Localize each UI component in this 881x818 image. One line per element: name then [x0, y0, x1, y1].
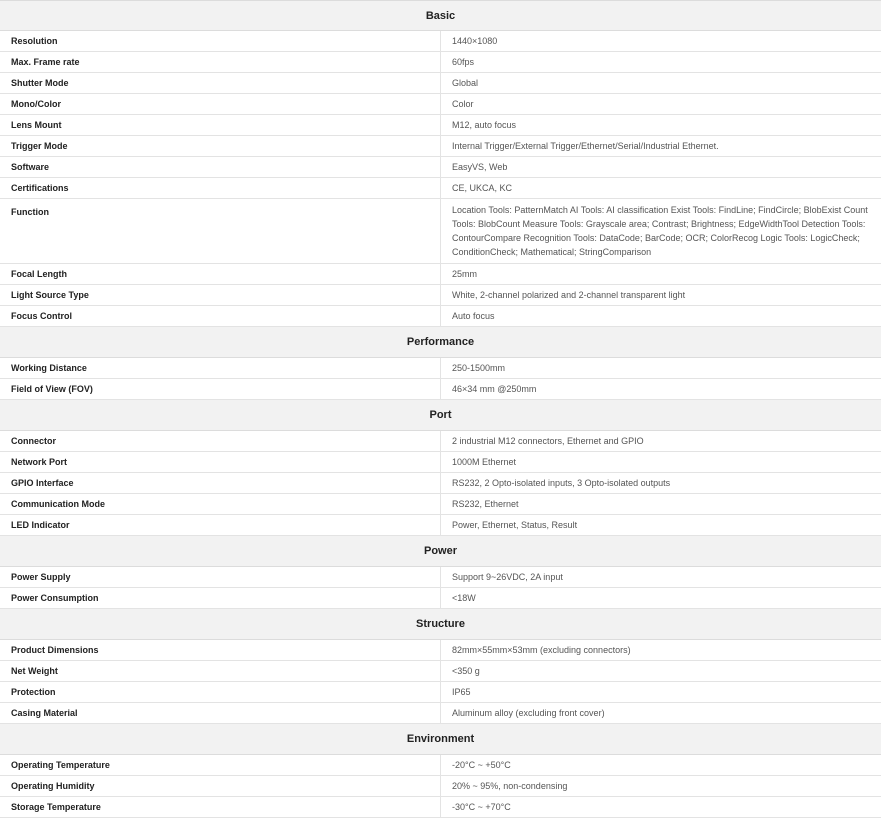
- spec-label: GPIO Interface: [0, 473, 441, 494]
- spec-label: Operating Humidity: [0, 776, 441, 797]
- spec-value: RS232, Ethernet: [441, 494, 881, 515]
- spec-row: [0, 682, 881, 703]
- spec-label: Software: [0, 157, 441, 178]
- spec-row: [0, 431, 881, 452]
- spec-row: [0, 115, 881, 136]
- section-header: [0, 327, 881, 358]
- spec-row: [0, 473, 881, 494]
- spec-label: Working Distance: [0, 358, 441, 379]
- spec-value: Power, Ethernet, Status, Result: [441, 515, 881, 536]
- spec-row: [0, 703, 881, 724]
- spec-row: [0, 452, 881, 473]
- spec-label: Mono/Color: [0, 94, 441, 115]
- spec-value: Support 9~26VDC, 2A input: [441, 567, 881, 588]
- spec-row: [0, 379, 881, 400]
- spec-row: [0, 94, 881, 115]
- section-header: [0, 536, 881, 567]
- spec-value: IP65: [441, 682, 881, 703]
- spec-label: Light Source Type: [0, 285, 441, 306]
- spec-value: Global: [441, 73, 881, 94]
- spec-value: 60fps: [441, 52, 881, 73]
- spec-value: Location Tools: PatternMatch AI Tools: AI classification Exist Tools: FindLine; FindCircle; BlobExist Count Tools: BlobCount Measure Tools: Grayscale area; Contrast; Brightness; EdgeWidthTool Detection Tools: ContourCompare Recognition Tools: DataCode; BarCode; OCR; ColorRecog Logic Tools: LogicCheck; ConditionCheck; Mathematical; StringComparison: [441, 199, 881, 264]
- spec-row: [0, 199, 881, 264]
- spec-label: Network Port: [0, 452, 441, 473]
- spec-label: LED Indicator: [0, 515, 441, 536]
- spec-value: M12, auto focus: [441, 115, 881, 136]
- spec-row: [0, 661, 881, 682]
- spec-value: EasyVS, Web: [441, 157, 881, 178]
- spec-row: [0, 567, 881, 588]
- spec-value: 250-1500mm: [441, 358, 881, 379]
- spec-value: -30°C ~ +70°C: [441, 797, 881, 818]
- spec-row: [0, 136, 881, 157]
- spec-value: CE, UKCA, KC: [441, 178, 881, 199]
- spec-value: White, 2-channel polarized and 2-channel transparent light: [441, 285, 881, 306]
- section-title: Performance: [0, 327, 881, 358]
- section-header: [0, 1, 881, 31]
- spec-row: [0, 588, 881, 609]
- section-header: [0, 400, 881, 431]
- spec-label: Communication Mode: [0, 494, 441, 515]
- spec-label: Field of View (FOV): [0, 379, 441, 400]
- spec-row: [0, 755, 881, 776]
- spec-row: [0, 640, 881, 661]
- spec-label: Focus Control: [0, 306, 441, 327]
- spec-value: -20°C ~ +50°C: [441, 755, 881, 776]
- section-title: Power: [0, 536, 881, 567]
- spec-value: 82mm×55mm×53mm (excluding connectors): [441, 640, 881, 661]
- spec-label: Protection: [0, 682, 441, 703]
- spec-label: Max. Frame rate: [0, 52, 441, 73]
- spec-label: Product Dimensions: [0, 640, 441, 661]
- spec-row: [0, 797, 881, 818]
- spec-label: Shutter Mode: [0, 73, 441, 94]
- spec-label: Lens Mount: [0, 115, 441, 136]
- spec-label: Function: [0, 199, 441, 264]
- spec-label: Certifications: [0, 178, 441, 199]
- section-title: Environment: [0, 724, 881, 755]
- spec-row: [0, 776, 881, 797]
- section-title: Structure: [0, 609, 881, 640]
- spec-value: <350 g: [441, 661, 881, 682]
- section-header: [0, 724, 881, 755]
- spec-row: [0, 178, 881, 199]
- spec-row: [0, 157, 881, 178]
- spec-value: Color: [441, 94, 881, 115]
- spec-label: Focal Length: [0, 264, 441, 285]
- spec-row: [0, 515, 881, 536]
- spec-value: 1000M Ethernet: [441, 452, 881, 473]
- spec-value: <18W: [441, 588, 881, 609]
- spec-label: Power Consumption: [0, 588, 441, 609]
- section-title: Basic: [0, 1, 881, 31]
- spec-value: Auto focus: [441, 306, 881, 327]
- spec-value: RS232, 2 Opto-isolated inputs, 3 Opto-isolated outputs: [441, 473, 881, 494]
- spec-label: Power Supply: [0, 567, 441, 588]
- spec-value: 2 industrial M12 connectors, Ethernet and GPIO: [441, 431, 881, 452]
- spec-row: [0, 285, 881, 306]
- spec-label: Trigger Mode: [0, 136, 441, 157]
- spec-row: [0, 358, 881, 379]
- spec-value: 1440×1080: [441, 31, 881, 52]
- spec-row: [0, 31, 881, 52]
- spec-row: [0, 494, 881, 515]
- section-header: [0, 609, 881, 640]
- spec-label: Net Weight: [0, 661, 441, 682]
- spec-row: [0, 73, 881, 94]
- spec-value: Internal Trigger/External Trigger/Ethernet/Serial/Industrial Ethernet.: [441, 136, 881, 157]
- spec-label: Storage Temperature: [0, 797, 441, 818]
- spec-value: 25mm: [441, 264, 881, 285]
- spec-label: Operating Temperature: [0, 755, 441, 776]
- spec-label: Connector: [0, 431, 441, 452]
- section-title: Port: [0, 400, 881, 431]
- spec-row: [0, 52, 881, 73]
- spec-value: 20% ~ 95%, non-condensing: [441, 776, 881, 797]
- spec-row: [0, 264, 881, 285]
- spec-table-body: [0, 1, 881, 818]
- spec-label: Resolution: [0, 31, 441, 52]
- spec-label: Casing Material: [0, 703, 441, 724]
- spec-value: Aluminum alloy (excluding front cover): [441, 703, 881, 724]
- spec-value: 46×34 mm @250mm: [441, 379, 881, 400]
- spec-row: [0, 306, 881, 327]
